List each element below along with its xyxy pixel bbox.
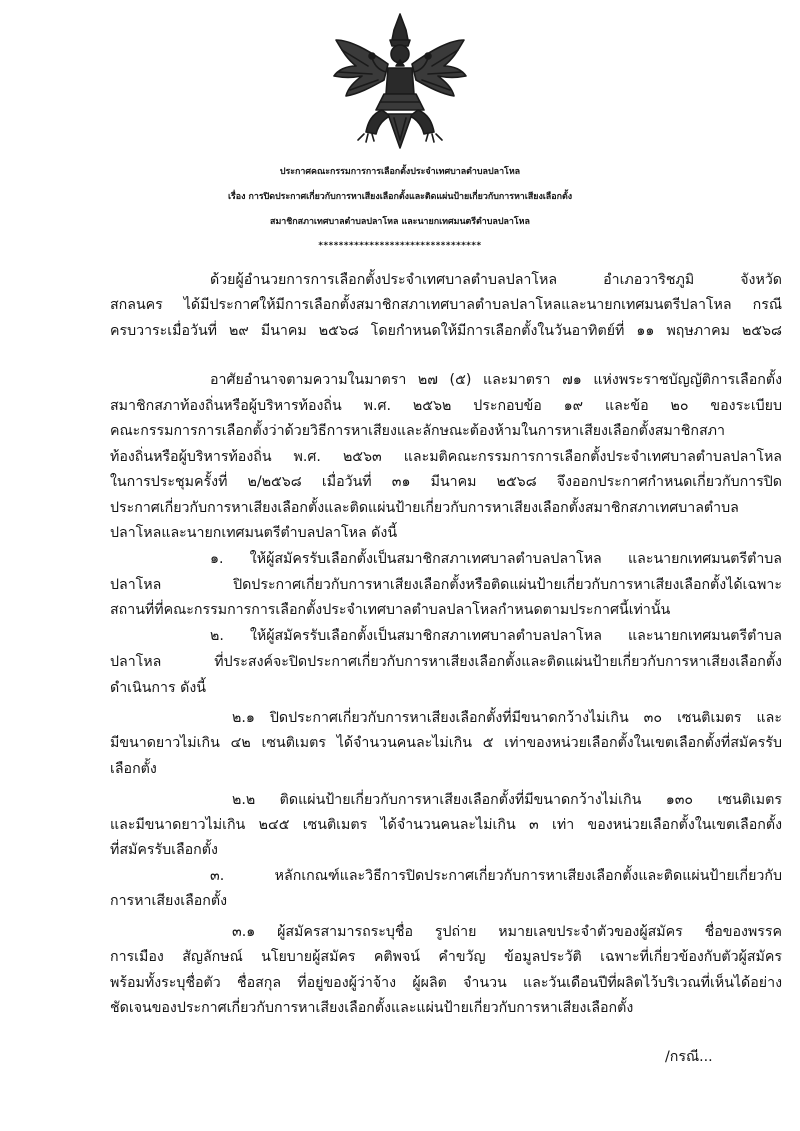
header-divider: ********************************	[318, 241, 482, 251]
page-continuation-note: /กรณี...	[665, 1049, 713, 1065]
item-3-1-line: ๓.๑ ผู้สมัครสามารถระบุชื่อ รูปถ่าย หมายเลขประจำตัวของผู้สมัคร ชื่อของพรรค	[232, 924, 782, 940]
paragraph-2-line: ในการประชุมครั้งที่ ๒/๒๕๖๘ เมื่อวันที่ ๓๑ มีนาคม ๒๕๖๘ จึงออกประกาศกำหนดเกี่ยวกับการปิด	[110, 474, 782, 490]
item-2-2-line: ๒.๒ ติดแผ่นป้ายเกี่ยวกับการหาเสียงเลือกตั้งที่มีขนาดกว้างไม่เกิน ๑๓๐ เซนติเมตร	[232, 792, 782, 808]
item-2-1-line: ๒.๑ ปิดประกาศเกี่ยวกับการหาเสียงเลือกตั้งที่มีขนาดกว้างไม่เกิน ๓๐ เซนติเมตร และ	[232, 710, 782, 726]
paragraph-2-line: คณะกรรมการการเลือกตั้งว่าด้วยวิธีการหาเสียงและลักษณะต้องห้ามในการหาเสียงเลือกตั้งสมาชิกสภา	[110, 423, 725, 439]
paragraph-2-line: ปลาโหลและนายกเทศมนตรีตำบลปลาโหล ดังนี้	[110, 525, 398, 541]
paragraph-2-line: ประกาศเกี่ยวกับการหาเสียงเลือกตั้งและติดแผ่นป้ายเกี่ยวกับการหาเสียงเลือกตั้งสมาชิกสภาเทศบาลตำบล	[110, 500, 739, 516]
document-title: ประกาศคณะกรรมการการเลือกตั้งประจำเทศบาลตำบลปลาโหล	[279, 167, 521, 177]
item-2-line: ปลาโหล ที่ประสงค์จะปิดประกาศเกี่ยวกับการหาเสียงเลือกตั้งและติดแผ่นป้ายเกี่ยวกับการหาเสียงเลือกตั้ง	[110, 654, 782, 670]
document-subject-line-2: สมาชิกสภาเทศบาลตำบลปลาโหล และนายกเทศมนตรีตำบลปลาโหล	[270, 217, 530, 227]
paragraph-1-line: ครบวาระเมื่อวันที่ ๒๙ มีนาคม ๒๕๖๘ โดยกำหนดให้มีการเลือกตั้งในวันอาทิตย์ที่ ๑๑ พฤษภาคม ๒๕๖๘	[110, 323, 782, 339]
paragraph-2-line: สมาชิกสภาท้องถิ่นหรือผู้บริหารท้องถิ่น พ.ศ. ๒๕๖๒ ประกอบข้อ ๑๙ และข้อ ๒๐ ของระเบียบ	[110, 398, 782, 414]
item-2-1-line: เลือกตั้ง	[110, 761, 157, 777]
item-3-line: การหาเสียงเลือกตั้ง	[110, 893, 228, 909]
item-2-line: ดำเนินการ ดังนี้	[110, 680, 206, 696]
item-2-1-line: มีขนาดยาวไม่เกิน ๔๒ เซนติเมตร ได้จำนวนคนละไม่เกิน ๕ เท่าของหน่วยเลือกตั้งในเขตเลือกตั้งที่สมัครรับ	[110, 735, 782, 751]
item-1-line: ปลาโหล ปิดประกาศเกี่ยวกับการหาเสียงเลือกตั้งหรือติดแผ่นป้ายเกี่ยวกับการหาเสียงเลือกตั้งได้เฉพาะ	[110, 577, 782, 593]
item-3-1-line: พร้อมทั้งระบุชื่อตัว ชื่อสกุล ที่อยู่ของผู้ว่าจ้าง ผู้ผลิต จำนวน และวันเดือนปีที่ผลิตไว้บริเวณที่เห็นได้อย่าง	[110, 975, 782, 991]
paragraph-2-line: อาศัยอำนาจตามความในมาตรา ๒๗ (๕) และมาตรา ๗๑ แห่งพระราชบัญญัติการเลือกตั้ง	[210, 372, 782, 388]
paragraph-2-line: ท้องถิ่นหรือผู้บริหารท้องถิ่น พ.ศ. ๒๕๖๓ และมติคณะกรรมการการเลือกตั้งประจำเทศบาลตำบลปลาโหล	[110, 449, 782, 465]
document-subject-line-1: เรื่อง การปิดประกาศเกี่ยวกับการหาเสียงเลือกตั้งและติดแผ่นป้ายเกี่ยวกับการหาเสียงเลือกตั้ง	[227, 192, 573, 202]
item-1-line: สถานที่ที่คณะกรรมการการเลือกตั้งประจำเทศบาลตำบลปลาโหลกำหนดตามประกาศนี้เท่านั้น	[110, 602, 671, 618]
item-2-2-line: และมีขนาดยาวไม่เกิน ๒๔๕ เซนติเมตร ได้จำนวนคนละไม่เกิน ๓ เท่า ของหน่วยเลือกตั้งในเขตเลือกตั้ง	[110, 817, 782, 833]
item-3-1-line: ชัดเจนของประกาศเกี่ยวกับการหาเสียงเลือกตั้งและแผ่นป้ายเกี่ยวกับการหาเสียงเลือกตั้ง	[110, 1000, 634, 1016]
item-1-line: ๑. ให้ผู้สมัครรับเลือกตั้งเป็นสมาชิกสภาเทศบาลตำบลปลาโหล และนายกเทศมนตรีตำบล	[210, 551, 782, 567]
item-3-1-line: การเมือง สัญลักษณ์ นโยบายผู้สมัคร คติพจน์ คำขวัญ ข้อมูลประวัติ เฉพาะที่เกี่ยวข้องกับตัวผู้สมัคร	[110, 949, 782, 965]
item-2-line: ๒. ให้ผู้สมัครรับเลือกตั้งเป็นสมาชิกสภาเทศบาลตำบลปลาโหล และนายกเทศมนตรีตำบล	[210, 628, 782, 644]
item-2-2-line: ที่สมัครรับเลือกตั้ง	[110, 842, 218, 858]
paragraph-1-line: ด้วยผู้อำนวยการการเลือกตั้งประจำเทศบาลตำบลปลาโหล อำเภอวาริชภูมิ จังหวัด	[210, 272, 782, 288]
paragraph-1-line: สกลนคร ได้มีประกาศให้มีการเลือกตั้งสมาชิกสภาเทศบาลตำบลปลาโหลและนายกเทศมนตรีปลาโหล กรณี	[110, 297, 782, 313]
item-3-line: ๓. หลักเกณฑ์และวิธีการปิดประกาศเกี่ยวกับการหาเสียงเลือกตั้งและติดแผ่นป้ายเกี่ยวกับ	[210, 868, 782, 884]
garuda-emblem-icon	[328, 10, 472, 152]
